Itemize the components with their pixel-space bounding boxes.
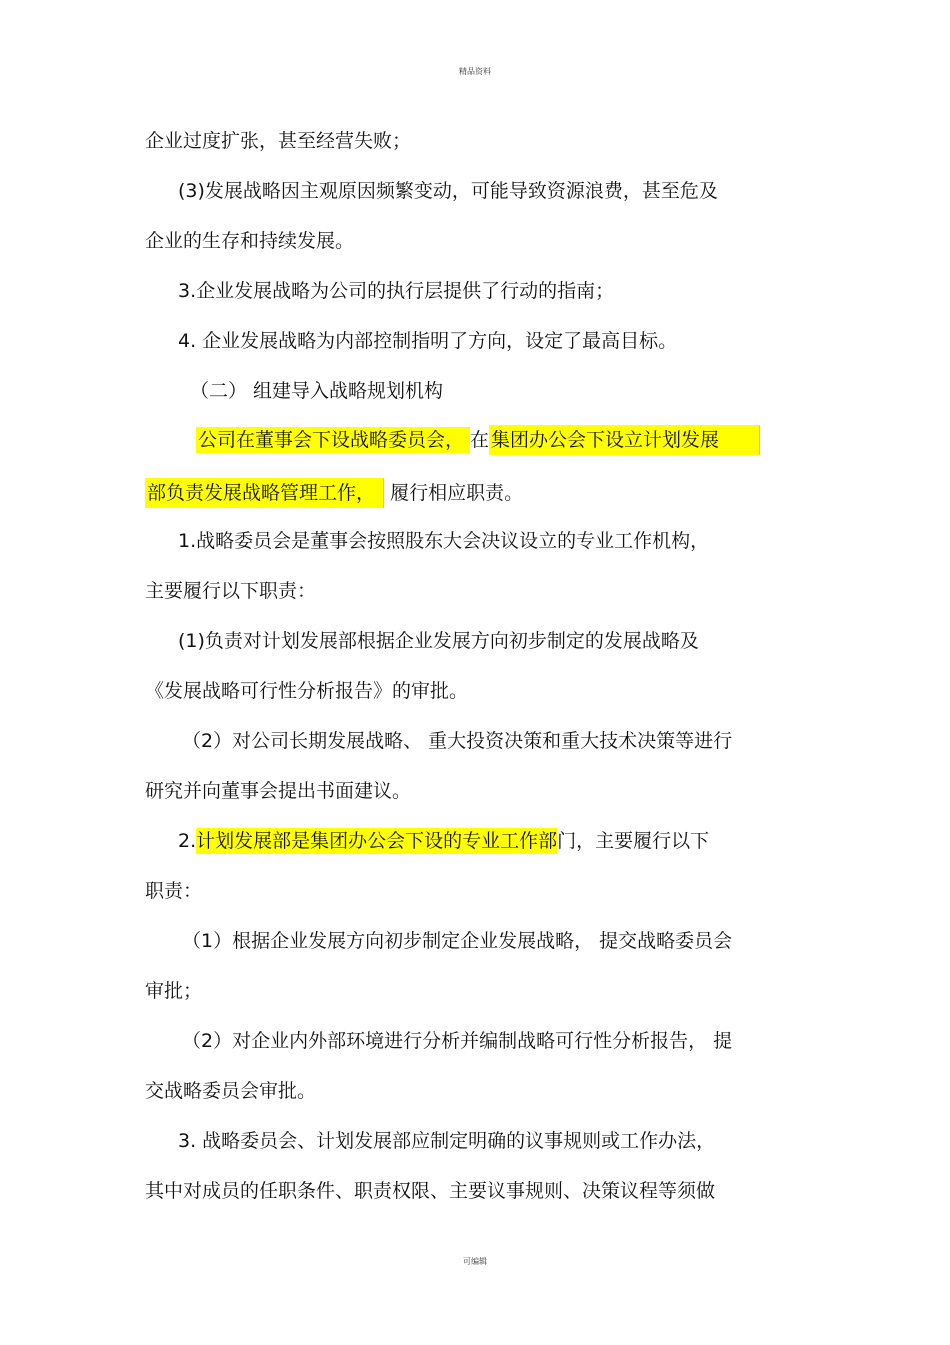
paragraph-line: 4. 企业发展战略为内部控制指明了方向，设定了最高目标。 (178, 330, 678, 352)
paragraph-line: （2）对企业内外部环境进行分析并编制战略可行性分析报告， 提 (182, 1030, 733, 1052)
paragraph-line: 企业过度扩张，甚至经营失败； (145, 130, 412, 152)
footer-watermark: 可编辑 (463, 1257, 487, 1266)
paragraph-line: 1.战略委员会是董事会按照股东大会决议设立的专业工作机构， (178, 530, 710, 552)
plain-text: 2. (178, 830, 197, 852)
paragraph-line: 3.企业发展战略为公司的执行层提供了行动的指南； (178, 280, 615, 302)
paragraph-line: 审批； (145, 980, 203, 1002)
paragraph-line: 交战略委员会审批。 (145, 1080, 317, 1102)
paragraph-line: 其中对成员的任职条件、职责权限、主要议事规则、决策议程等须做 (145, 1180, 716, 1202)
plain-text: 履行相应职责。 (390, 482, 524, 504)
paragraph-line: 《发展战略可行性分析报告》的审批。 (145, 680, 469, 702)
highlighted-text: 计划发展部是集团办公会下设的专业工作部 (196, 830, 558, 852)
plain-text: 门，主要履行以下 (557, 830, 710, 852)
paragraph-line: （2）对公司长期发展战略、 重大投资决策和重大技术决策等进行 (182, 730, 733, 752)
highlighted-text: 公司在董事会下设战略委员会， (196, 427, 470, 453)
paragraph-line: 企业的生存和持续发展。 (145, 230, 355, 252)
paragraph-line: (1)负责对计划发展部根据企业发展方向初步制定的发展战略及 (178, 630, 699, 652)
paragraph-line-highlighted (145, 478, 523, 508)
paragraph-line: 主要履行以下职责： (145, 580, 317, 602)
paragraph-line: （1）根据企业发展方向初步制定企业发展战略， 提交战略委员会 (182, 930, 733, 952)
paragraph-line: 3. 战略委员会、计划发展部应制定明确的议事规则或工作办法， (178, 1130, 716, 1152)
paragraph-line: 研究并向董事会提出书面建议。 (145, 780, 412, 802)
highlighted-text: 集团办公会下设立计划发展 (489, 425, 760, 455)
header-watermark: 精品资料 (459, 67, 491, 76)
paragraph-line-highlighted (178, 828, 709, 854)
paragraph-line: 职责： (145, 880, 203, 902)
highlighted-text: 部负责发展战略管理工作， (145, 478, 384, 508)
section-heading: （二） 组建导入战略规划机构 (190, 380, 444, 402)
plain-text: 在 (470, 429, 490, 451)
paragraph-line-highlighted (196, 425, 760, 455)
paragraph-line: (3)发展战略因主观原因频繁变动，可能导致资源浪费，甚至危及 (178, 180, 718, 202)
